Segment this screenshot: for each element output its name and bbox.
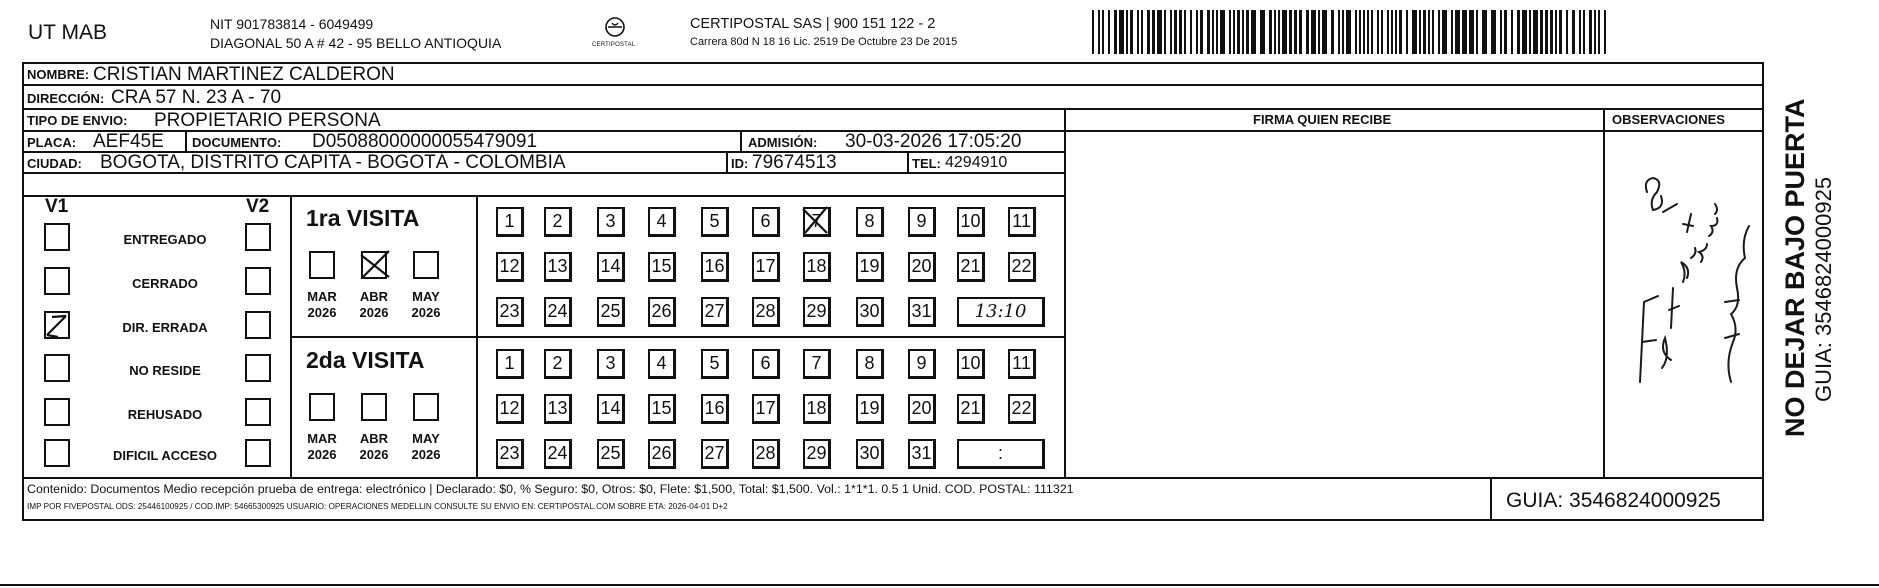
v1-checkbox[interactable]: [44, 267, 70, 295]
day-box[interactable]: 12: [496, 252, 524, 282]
v1-checkbox[interactable]: [44, 398, 70, 426]
time-box[interactable]: 13:10: [957, 297, 1045, 327]
day-box[interactable]: 16: [701, 394, 729, 424]
day-box[interactable]: 31: [908, 439, 936, 469]
day-box[interactable]: 4: [648, 349, 676, 379]
v1-checkbox[interactable]: [44, 439, 70, 467]
placa-label: PLACA:: [27, 135, 77, 150]
direccion-value: CRA 57 N. 23 A - 70: [111, 87, 282, 108]
month-checkbox[interactable]: [413, 251, 439, 279]
month-checkbox[interactable]: [309, 251, 335, 279]
direccion-label: DIRECCIÓN:: [27, 91, 105, 106]
check-mark-icon: [359, 247, 393, 279]
day-box[interactable]: 24: [544, 439, 572, 469]
day-box[interactable]: 30: [856, 297, 884, 327]
v1-checkbox[interactable]: [44, 354, 70, 382]
day-box[interactable]: 19: [856, 394, 884, 424]
month-label: MAR 2026: [307, 431, 337, 462]
cut-line: [0, 584, 1879, 586]
check-mark-icon: [44, 311, 70, 339]
day-box[interactable]: 9: [908, 207, 936, 237]
certipostal-logo-icon: [588, 14, 642, 54]
documento-label: DOCUMENTO:: [192, 135, 282, 150]
day-box[interactable]: 2: [544, 349, 572, 379]
status-option-label: DIFICIL ACCESO: [112, 448, 217, 463]
v2-label: V2: [246, 196, 270, 217]
day-box[interactable]: 13: [544, 394, 572, 424]
handwritten-note: [1605, 132, 1762, 475]
day-box[interactable]: 29: [803, 439, 831, 469]
footer-guia: GUIA: 3546824000925: [1506, 489, 1721, 512]
day-box[interactable]: 10: [957, 349, 985, 379]
day-box[interactable]: 21: [957, 252, 985, 282]
day-box[interactable]: 24: [544, 297, 572, 327]
time-box[interactable]: :: [957, 439, 1045, 469]
day-box[interactable]: 6: [752, 207, 780, 237]
day-box[interactable]: 5: [701, 349, 729, 379]
day-box[interactable]: 1: [496, 207, 524, 237]
company-address: DIAGONAL 50 A # 42 - 95 BELLO ANTIOQUIA: [210, 35, 502, 51]
day-box[interactable]: 31: [908, 297, 936, 327]
day-box[interactable]: 20: [908, 394, 936, 424]
day-box[interactable]: 26: [648, 439, 676, 469]
month-label: ABR 2026: [359, 431, 389, 462]
day-box[interactable]: 16: [701, 252, 729, 282]
documento-value: D05088000000055479091: [312, 131, 538, 152]
company-name: UT MAB: [28, 21, 107, 44]
status-option-label: REHUSADO: [127, 407, 203, 422]
tipo-envio-label: TIPO DE ENVIO:: [27, 113, 128, 128]
company-nit: NIT 901783814 - 6049499: [210, 16, 374, 32]
month-label: MAR 2026: [307, 289, 337, 320]
admision-label: ADMISIÓN:: [748, 135, 818, 150]
day-box[interactable]: 9: [908, 349, 936, 379]
day-box[interactable]: 6: [752, 349, 780, 379]
day-box[interactable]: 29: [803, 297, 831, 327]
day-box[interactable]: 10: [957, 207, 985, 237]
day-box[interactable]: 23: [496, 297, 524, 327]
day-box[interactable]: 14: [597, 394, 625, 424]
nombre-value: CRISTIAN MARTINEZ CALDERON: [93, 64, 395, 85]
day-box[interactable]: 17: [752, 252, 780, 282]
day-box[interactable]: 18: [803, 394, 831, 424]
tipo-envio-value: PROPIETARIO PERSONA: [154, 110, 381, 131]
day-box[interactable]: 1: [496, 349, 524, 379]
certipostal-name: CERTIPOSTAL SAS | 900 151 122 - 2: [690, 16, 936, 32]
day-box[interactable]: 8: [856, 349, 884, 379]
v2-checkbox[interactable]: [245, 398, 271, 426]
visit-title: 1ra VISITA: [306, 205, 420, 231]
status-option-label: NO RESIDE: [129, 363, 201, 378]
status-option-label: DIR. ERRADA: [122, 320, 208, 335]
v2-checkbox[interactable]: [245, 223, 271, 251]
month-label: MAY 2026: [411, 289, 441, 320]
day-box[interactable]: 27: [701, 297, 729, 327]
day-box[interactable]: 7: [803, 349, 831, 379]
tel-label: TEL:: [912, 156, 941, 171]
observaciones-area: [1605, 132, 1762, 475]
day-box[interactable]: 22: [1008, 252, 1036, 282]
ciudad-label: CIUDAD:: [27, 156, 82, 171]
month-label: MAY 2026: [411, 431, 441, 462]
day-box[interactable]: 28: [752, 297, 780, 327]
tel-value: 4294910: [945, 154, 1008, 171]
month-checkbox[interactable]: [413, 393, 439, 421]
day-box[interactable]: 5: [701, 207, 729, 237]
v1-checkbox[interactable]: [44, 311, 70, 339]
month-checkbox[interactable]: [361, 393, 387, 421]
barcode: [1092, 10, 1612, 54]
nombre-label: NOMBRE:: [27, 67, 90, 82]
day-box[interactable]: 3: [597, 207, 625, 237]
v1-checkbox[interactable]: [44, 223, 70, 251]
footer-contenido: Contenido: Documentos Medio recepción prueba de entrega: electrónico | Declarado: $0, % Seguro: $0, Otros: $0, Flete: $1,500, Total: $1,500. Vol.: 1*1*1. 0.5 1 Unid. COD. POSTAL: 111321: [27, 482, 1074, 496]
day-box[interactable]: 19: [856, 252, 884, 282]
firma-label: FIRMA QUIEN RECIBE: [1253, 112, 1392, 127]
day-box[interactable]: 11: [1008, 207, 1036, 237]
month-checkbox[interactable]: [361, 251, 387, 279]
v2-checkbox[interactable]: [245, 354, 271, 382]
logo-text: CERTIPOSTAL: [592, 42, 636, 48]
side-guia: GUIA: 3546824000925: [1811, 176, 1836, 402]
id-label: ID:: [731, 156, 749, 171]
day-box[interactable]: 22: [1008, 394, 1036, 424]
day-box[interactable]: 23: [496, 439, 524, 469]
day-box[interactable]: 7: [803, 207, 831, 237]
placa-value: AEF45E: [93, 131, 164, 152]
footer-impresion: IMP POR FIVEPOSTAL ODS: 25446100925 / COD.IMP: 54665300925 USUARIO: OPERACIONES MEDELLIN CONSULTE SU ENVIO EN: CERTIPOSTAL.COM SOBRE ETA: 2026-04-01 D+2: [27, 502, 728, 511]
day-box[interactable]: 8: [856, 207, 884, 237]
v2-checkbox[interactable]: [245, 267, 271, 295]
month-label: ABR 2026: [359, 289, 389, 320]
day-box[interactable]: 21: [957, 394, 985, 424]
day-box[interactable]: 15: [648, 394, 676, 424]
day-box[interactable]: 17: [752, 394, 780, 424]
day-box[interactable]: 3: [597, 349, 625, 379]
admision-value: 30-03-2026 17:05:20: [845, 131, 1022, 152]
id-value: 79674513: [752, 152, 837, 173]
status-option-label: CERRADO: [132, 276, 198, 291]
day-box[interactable]: 30: [856, 439, 884, 469]
day-box[interactable]: 20: [908, 252, 936, 282]
day-box[interactable]: 13: [544, 252, 572, 282]
certipostal-logo: [588, 14, 642, 54]
day-box[interactable]: 28: [752, 439, 780, 469]
day-box[interactable]: 27: [701, 439, 729, 469]
day-box[interactable]: 15: [648, 252, 676, 282]
day-box[interactable]: 4: [648, 207, 676, 237]
v2-checkbox[interactable]: [245, 311, 271, 339]
signature-area: [1066, 132, 1601, 475]
certipostal-address: Carrera 80d N 18 16 Lic. 2519 De Octubre 23 De 2015: [690, 36, 958, 48]
day-box[interactable]: 25: [597, 297, 625, 327]
day-box[interactable]: 2: [544, 207, 572, 237]
v1-label: V1: [45, 196, 69, 217]
visit-title: 2da VISITA: [306, 347, 425, 373]
day-box[interactable]: 18: [803, 252, 831, 282]
day-box[interactable]: 14: [597, 252, 625, 282]
check-mark-icon: [801, 205, 831, 235]
day-box[interactable]: 25: [597, 439, 625, 469]
v2-checkbox[interactable]: [245, 439, 271, 467]
day-box[interactable]: 26: [648, 297, 676, 327]
status-option-label: ENTREGADO: [123, 232, 207, 247]
ciudad-value: BOGOTA, DISTRITO CAPITA - BOGOTÁ - COLOMBIA: [100, 152, 566, 173]
day-box[interactable]: 12: [496, 394, 524, 424]
observaciones-label: OBSERVACIONES: [1612, 112, 1725, 127]
month-checkbox[interactable]: [309, 393, 335, 421]
side-no-dejar: NO DEJAR BAJO PUERTA: [1780, 98, 1810, 437]
day-box[interactable]: 11: [1008, 349, 1036, 379]
